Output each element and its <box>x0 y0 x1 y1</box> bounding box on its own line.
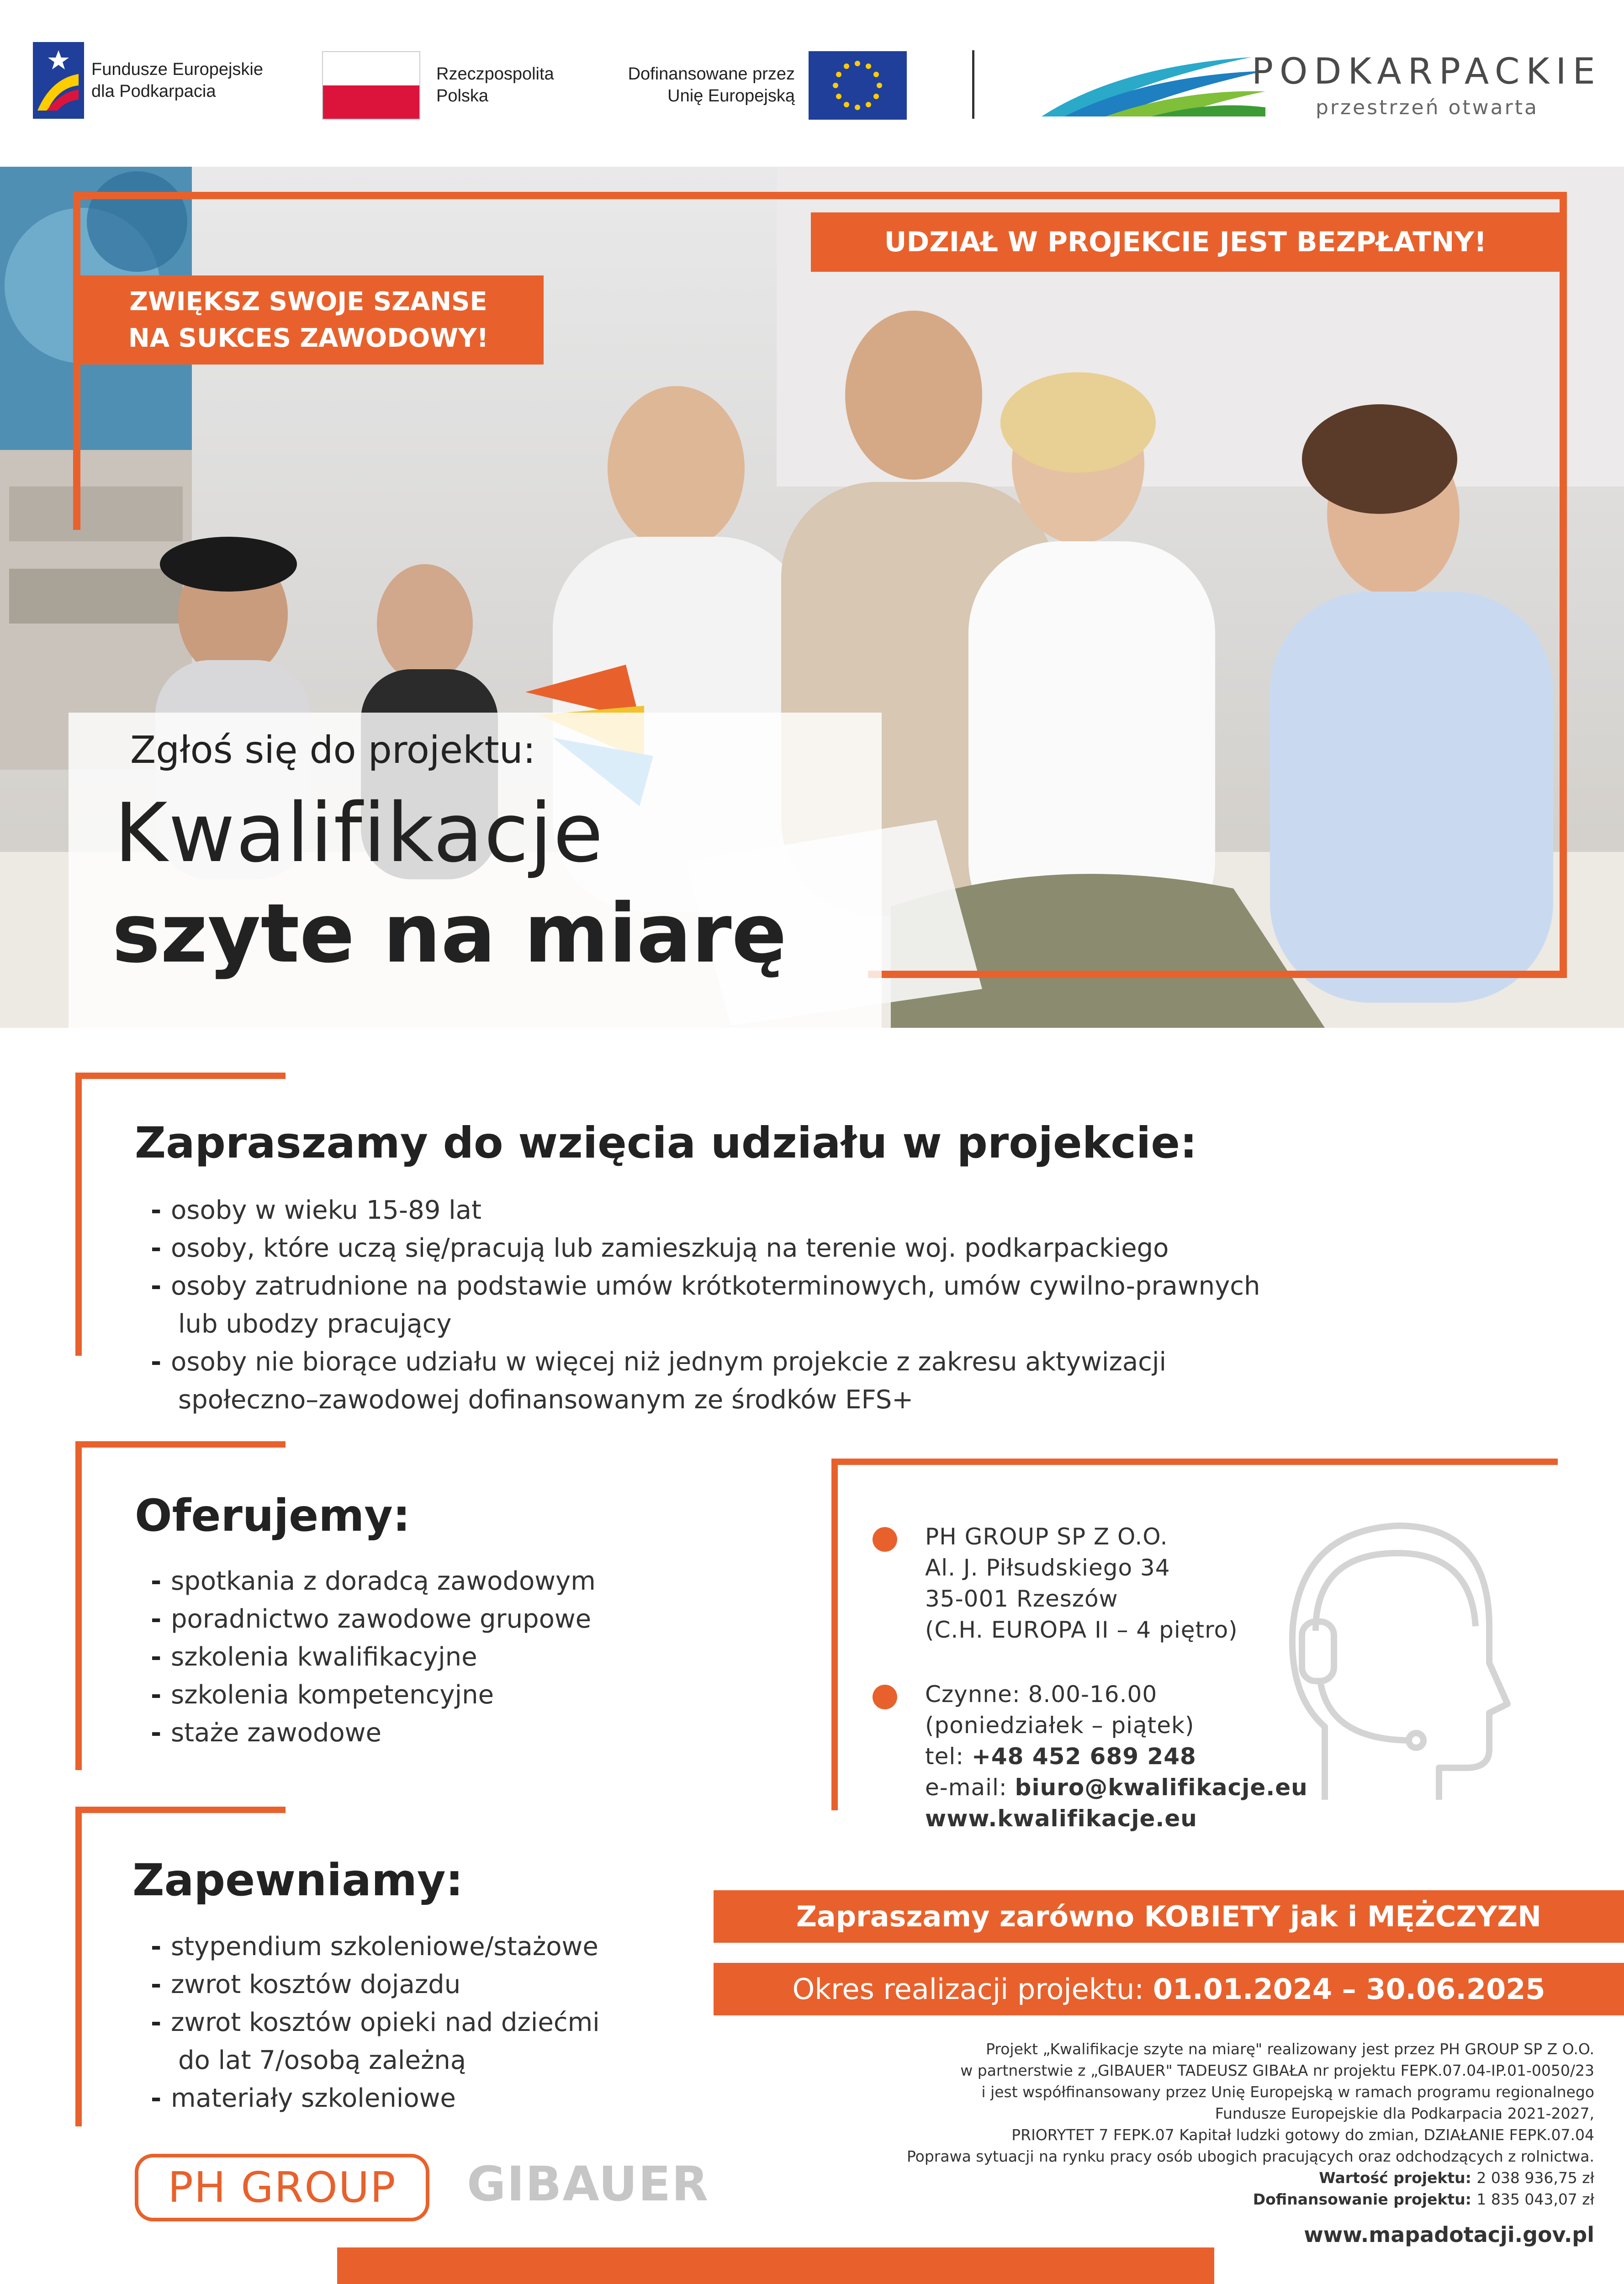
list-item <box>151 1229 1384 1267</box>
offer-corner-left <box>75 1441 82 1770</box>
career-chances-line2: NA SUKCES ZAWODOWY! <box>128 323 489 353</box>
company-name: PH GROUP SP Z O.O. <box>925 1523 1168 1550</box>
gibauer-logo <box>467 2156 709 2212</box>
hero-frame-right <box>1560 192 1567 978</box>
free-participation-text: UDZIAŁ W PROJEKCIE JEST BEZPŁATNY! <box>884 226 1487 258</box>
phone-number[interactable]: +48 452 689 248 <box>972 1743 1196 1770</box>
poland-flag-icon <box>322 51 420 120</box>
gibauer-logo-text: GIBAUER <box>467 2156 709 2212</box>
offer-list <box>151 1562 745 1752</box>
contact-address <box>925 1521 1238 1645</box>
period-label: Okres realizacji projektu: <box>792 1972 1153 2006</box>
provide-corner-top <box>75 1807 286 1813</box>
mapadotacji-link[interactable]: www.mapadotacji.gov.pl <box>1304 2222 1594 2247</box>
period-dates: 01.01.2024 – 30.06.2025 <box>1153 1972 1545 2006</box>
phone-label: tel: <box>925 1743 972 1770</box>
list-item-continuation <box>151 1381 1384 1419</box>
project-funding: 1 835 043,07 zł <box>1476 2190 1594 2208</box>
gender-bar <box>714 1890 1624 1943</box>
region-name: PODKARPACKIE <box>1252 51 1602 92</box>
phone-line <box>925 1741 1308 1772</box>
contact-corner-top <box>831 1459 1558 1465</box>
list-item-continuation <box>151 1305 1384 1343</box>
website-link[interactable]: www.kwalifikacje.eu <box>925 1805 1197 1832</box>
list-item <box>151 1600 745 1638</box>
region-tagline: przestrzeń otwarta <box>1316 96 1539 119</box>
eu-cofunded-line2: Unię Europejską <box>667 86 795 106</box>
free-participation-badge <box>811 212 1560 272</box>
invite-item-text: osoby, które uczą się/pracują lub zamieszkują na terenie woj. podkarpackiego <box>171 1233 1169 1263</box>
footnote-line: PRIORYTET 7 FEPK.07 Kapitał ludzki gotowy do zmian, DZIAŁANIE FEPK.07.04 <box>1011 2126 1594 2144</box>
hours-bullet-dot <box>873 1685 897 1709</box>
list-item <box>151 1676 745 1714</box>
period-bar <box>714 1963 1624 2015</box>
company-city: 35-001 Rzeszów <box>925 1586 1118 1612</box>
email-label: e-mail: <box>925 1774 1015 1801</box>
list-item <box>151 1928 745 1966</box>
list-item <box>151 1638 745 1676</box>
poland-logo-line2: Polska <box>436 86 489 106</box>
project-title-line2: szyte na miarę <box>112 886 787 981</box>
contact-details <box>925 1679 1308 1834</box>
fe-logo-icon <box>33 42 84 119</box>
invite-item-text: społeczno–zawodowej dofinansowanym ze środków EFS+ <box>178 1385 914 1415</box>
footnote-line: w partnerstwie z „GIBAUER" TADEUSZ GIBAŁA nr projektu FEPK.07.04-IP.01-0050/23 <box>960 2062 1594 2079</box>
invite-corner-left <box>75 1073 82 1356</box>
eu-cofunded-text <box>608 63 795 107</box>
footnote-line: Poprawa sytuacji na rynku pracy osób ubogich pracujących oraz odchodzących z rolnictwa. <box>906 2147 1594 2165</box>
career-chances-badge <box>73 275 544 365</box>
list-item <box>151 1267 1384 1305</box>
logo-header <box>0 0 1624 167</box>
offer-item-text: staże zawodowe <box>171 1718 381 1748</box>
project-lead: Zgłoś się do projektu: <box>130 729 536 772</box>
list-item <box>151 1562 745 1600</box>
offer-item-text: szkolenia kompetencyjne <box>171 1680 494 1710</box>
gender-bar-text: Zapraszamy zarówno KOBIETY jak i MĘŻCZYZN <box>796 1900 1542 1933</box>
project-value: 2 038 936,75 zł <box>1476 2169 1594 2187</box>
fe-logo-line1: Fundusze Europejskie <box>91 60 263 79</box>
headset-head-icon <box>1275 1512 1512 1804</box>
list-item <box>151 1714 745 1752</box>
email-link[interactable]: biuro@kwalifikacje.eu <box>1015 1774 1308 1801</box>
invite-item-text: osoby w wieku 15-89 lat <box>171 1195 481 1225</box>
invite-heading: Zapraszamy do wzięcia udziału w projekcie: <box>135 1118 1197 1168</box>
podkarpackie-swoosh-icon <box>1037 48 1275 121</box>
provide-item-text: zwrot kosztów dojazdu <box>171 1970 461 1999</box>
footnote-line: i jest współfinansowany przez Unię Europejską w ramach programu regionalnego <box>981 2083 1594 2101</box>
provide-heading: Zapewniamy: <box>132 1855 463 1906</box>
opening-hours: Czynne: 8.00-16.00 <box>925 1681 1158 1708</box>
list-item <box>151 2079 745 2117</box>
bottom-accent-strip <box>337 2247 1214 2284</box>
list-item <box>151 1966 745 2004</box>
company-building: (C.H. EUROPA II – 4 piętro) <box>925 1617 1238 1643</box>
opening-days: (poniedziałek – piątek) <box>925 1712 1195 1739</box>
ph-group-logo <box>135 2154 429 2221</box>
company-street: Al. J. Piłsudskiego 34 <box>925 1554 1170 1581</box>
fe-logo-text <box>91 58 263 102</box>
invite-list <box>151 1191 1384 1419</box>
career-chances-line1: ZWIĘKSZ SWOJE SZANSE <box>129 287 487 317</box>
provide-item-text: materiały szkoleniowe <box>171 2083 456 2113</box>
provide-corner-left <box>75 1807 82 2126</box>
ph-group-logo-text: PH GROUP <box>168 2163 397 2212</box>
invite-item-text: osoby nie biorące udziału w więcej niż jednym projekcie z zakresu aktywizacji <box>171 1347 1167 1377</box>
email-line <box>925 1772 1308 1803</box>
invite-item-text: lub ubodzy pracujący <box>178 1309 452 1339</box>
provide-item-text: zwrot kosztów opieki nad dziećmi <box>171 2008 600 2037</box>
list-item <box>151 2004 745 2041</box>
footnote-line: Fundusze Europejskie dla Podkarpacia 2021-2027, <box>1215 2104 1594 2122</box>
header-divider <box>972 50 974 119</box>
provide-item-text: do lat 7/osobą zależną <box>178 2046 466 2075</box>
fe-logo-line2: dla Podkarpacia <box>91 82 216 101</box>
eu-cofunded-line1: Dofinansowane przez <box>628 64 795 84</box>
offer-corner-top <box>75 1441 286 1448</box>
poland-logo-line1: Rzeczpospolita <box>436 64 554 84</box>
project-title-line1: Kwalifikacje <box>114 786 604 880</box>
provide-item-text: stypendium szkoleniowe/stażowe <box>171 1932 598 1961</box>
footnote-line: Projekt „Kwalifikacje szyte na miarę" realizowany jest przez PH GROUP SP Z O.O. <box>986 2040 1594 2058</box>
list-item <box>151 1191 1384 1229</box>
address-bullet-dot <box>873 1527 897 1552</box>
contact-corner-left <box>831 1459 838 1810</box>
invite-item-text: osoby zatrudnione na podstawie umów krótkoterminowych, umów cywilno-prawnych <box>171 1271 1260 1301</box>
eu-flag-icon <box>809 51 907 120</box>
hero-frame-bottom <box>868 971 1567 978</box>
hero-frame-top <box>73 192 1567 199</box>
project-funding-line <box>713 2189 1594 2210</box>
invite-corner-top <box>75 1073 286 1079</box>
project-footnote <box>713 2038 1594 2248</box>
project-value-line <box>713 2167 1594 2189</box>
list-item <box>151 1343 1384 1381</box>
project-funding-label: Dofinansowanie projektu: <box>1253 2190 1477 2208</box>
provide-list <box>151 1928 745 2117</box>
offer-heading: Oferujemy: <box>135 1490 411 1541</box>
offer-item-text: szkolenia kwalifikacyjne <box>171 1642 477 1672</box>
offer-item-text: poradnictwo zawodowe grupowe <box>171 1604 592 1634</box>
list-item-continuation <box>151 2041 745 2079</box>
project-value-label: Wartość projektu: <box>1319 2169 1477 2187</box>
poland-logo-text <box>436 63 554 107</box>
offer-item-text: spotkania z doradcą zawodowym <box>171 1566 596 1596</box>
